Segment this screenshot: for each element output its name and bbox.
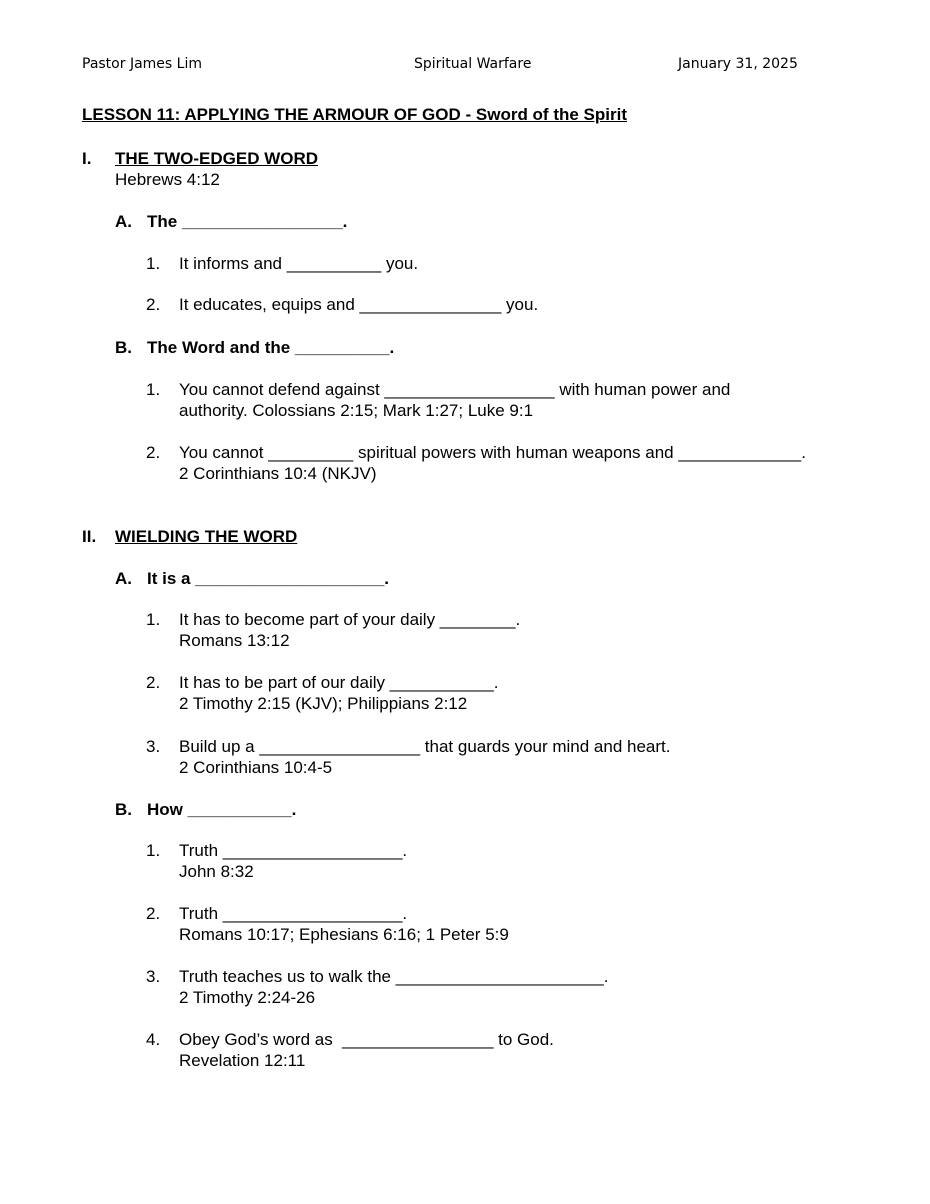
item-number: 4. — [146, 1030, 161, 1049]
section-2-b-text: How ___________. — [147, 800, 297, 819]
item-reference: 2 Timothy 2:24-26 — [179, 988, 316, 1007]
header-series: Spiritual Warfare — [414, 56, 532, 72]
item-reference: 2 Corinthians 10:4-5 — [179, 758, 333, 777]
item-text: It educates, equips and _______________ you. — [179, 295, 539, 314]
item-reference: authority. Colossians 2:15; Mark 1:27; Luke 9:1 — [179, 401, 534, 420]
section-1-a-text: The _________________. — [147, 212, 348, 231]
item-number: 2. — [146, 904, 161, 923]
item-reference: 2 Corinthians 10:4 (NKJV) — [179, 464, 377, 483]
item-number: 2. — [146, 673, 161, 692]
item-text: It has to become part of your daily ________. — [179, 610, 521, 629]
section-2-b-letter: B. — [115, 800, 132, 819]
section-1-title: THE TWO-EDGED WORD — [115, 149, 319, 168]
header-date: January 31, 2025 — [678, 56, 798, 72]
item-number: 1. — [146, 610, 161, 629]
item-text: Truth teaches us to walk the ______________________. — [179, 967, 609, 986]
section-1-a-letter: A. — [115, 212, 132, 231]
section-1-numeral: I. — [82, 149, 92, 168]
section-2-a-text: It is a ____________________. — [147, 569, 390, 588]
item-number: 3. — [146, 737, 161, 756]
item-text: It informs and __________ you. — [179, 254, 419, 273]
section-1-b-text: The Word and the __________. — [147, 338, 395, 357]
item-text: Truth ___________________. — [179, 841, 408, 860]
item-reference: John 8:32 — [179, 862, 254, 881]
section-1-b-letter: B. — [115, 338, 132, 357]
section-1-reference: Hebrews 4:12 — [115, 170, 220, 189]
section-2-a-letter: A. — [115, 569, 132, 588]
item-number: 1. — [146, 380, 161, 399]
item-number: 3. — [146, 967, 161, 986]
item-text: It has to be part of our daily ___________. — [179, 673, 499, 692]
item-text: Truth ___________________. — [179, 904, 408, 923]
item-reference: Revelation 12:11 — [179, 1051, 306, 1070]
item-text: You cannot defend against __________________ with human power and — [179, 380, 731, 399]
item-text: Build up a _________________ that guards your mind and heart. — [179, 737, 671, 756]
item-text: Obey God’s word as ________________ to God. — [179, 1030, 554, 1049]
section-2-numeral: II. — [82, 527, 97, 546]
section-2-title: WIELDING THE WORD — [115, 527, 298, 546]
item-reference: Romans 13:12 — [179, 631, 290, 650]
item-number: 2. — [146, 295, 161, 314]
item-text: You cannot _________ spiritual powers with human weapons and _____________. — [179, 443, 806, 462]
lesson-title: LESSON 11: APPLYING THE ARMOUR OF GOD - Sword of the Spirit — [82, 105, 627, 124]
item-number: 1. — [146, 254, 161, 273]
item-number: 2. — [146, 443, 161, 462]
item-reference: Romans 10:17; Ephesians 6:16; 1 Peter 5:9 — [179, 925, 509, 944]
item-reference: 2 Timothy 2:15 (KJV); Philippians 2:12 — [179, 694, 468, 713]
header-author: Pastor James Lim — [82, 56, 202, 72]
item-number: 1. — [146, 841, 161, 860]
